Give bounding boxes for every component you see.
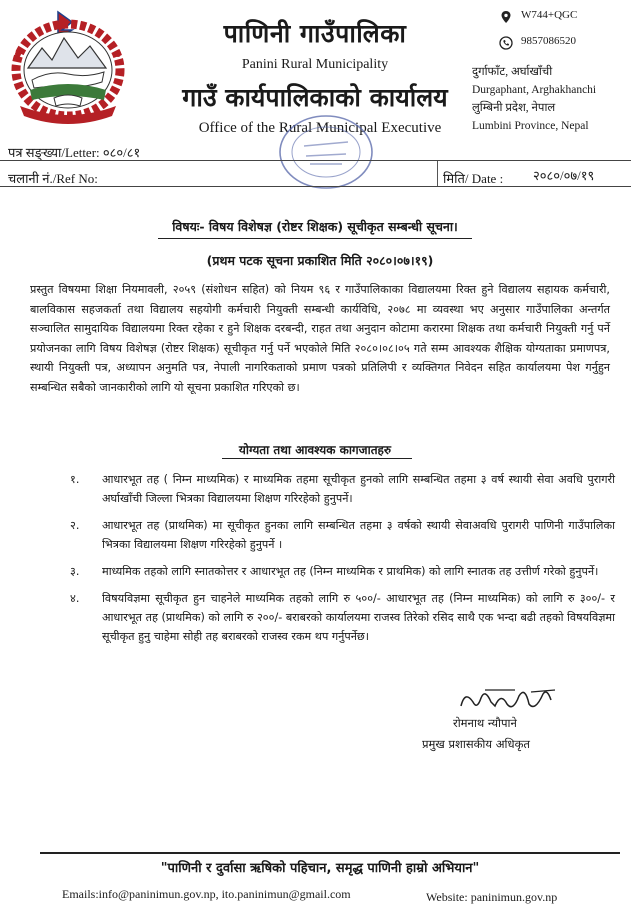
date-value: २०८०/०७/१९ [533, 168, 595, 183]
municipality-name-english: Panini Rural Municipality [241, 57, 389, 72]
phone-number: 9857086520 [521, 35, 576, 47]
subject-underline [158, 238, 472, 239]
notice-body: प्रस्तुत विषयमा शिक्षा नियमावली, २०५९ (संशोधन सहित) को नियम ९६ र गाउँपालिकाका विद्यालयमा रिक्त हुने विद्यालय सहायक कर्मचारी, बालविकास सहजकर्ता तथा विद्यालय सहयोगी कर्मचारी नियुक्ती सम्बन्धी कार्यविधि, २०७८ मा व्यवस्था भए अनुसार गाउँपालिका अन्तर्गत सञ्चालित सामुदायिक विद्यालयमा रिक्त रहेका र हुने शिक्षक दरबन्दी, राहत तथा अनुदान कोटामा करारमा शिक्षक तथा कर्मचारी नियुक्ती गर्नु पर्ने प्रयोजनका लागि विषय विशेषज्ञ (रोष्टर शिक्षक) सूचीकृत गर्नु पर्ने भएकोले मिति २०८०।०८।०५ गते सम्म आवश्यक शैक्षिक योग्यताका प्रमाणपत्र, स्थायी नियुक्ती पत्र, अध्यापन अनुमति पत्र, नेपाली नागरिकताको प्रमाण पत्रको प्रतिलिपी र व्यक्तिगत निवेदन सहित कार्यालयमा पेश गर्नुहुन सम्बन्धित सबैको जानकारीको लागि यो सूचना प्रकाशित गरिएको छ। [30, 283, 610, 394]
address-line: दुर्गाफाँट, अर्घाखाँची [472, 66, 553, 78]
list-item-text: आधारभूत तह ( निम्न माध्यमिक) र माध्यमिक तहमा सूचीकृत हुनको लागि सम्बन्धित तहमा ३ वर्ष स्थायी सेवा अवधि पुरागरी अर्घाखाँची जिल्ला भित्रका विद्यालयमा शिक्षण गरिरहेको हुनुपर्ने। [102, 473, 615, 505]
letter-number: पत्र सङ्ख्या/Letter: ०८०/८१ [8, 145, 141, 160]
footer-website[interactable]: Website: paninimun.gov.np [426, 890, 558, 904]
office-name-english: Office of the Rural Municipal Executive [198, 120, 442, 136]
requirements-heading-underline [222, 458, 412, 459]
signer-name: रोमनाथ न्यौपाने [453, 716, 517, 730]
header-rule [0, 160, 631, 161]
address-line: लुम्बिनी प्रदेश, नेपाल [472, 102, 556, 114]
signer-title: प्रमुख प्रशासकीय अधिकृत [422, 737, 530, 751]
list-item [70, 470, 615, 508]
plus-code: W744+QGC [521, 9, 578, 21]
list-item-text: विषयविज्ञमा सूचीकृत हुन चाहनेले माध्यमिक तहको लागि रु ५००/- आधारभूत तह (निम्न माध्यमिक) को लागि रु ३००/- र आधारभूत तह (प्राथमिक) को लागि रु २००/- बराबरको कार्यालयमा राजस्व तिरेको रसिद साथै एक भन्दा बढी तहको विषयविज्ञमा सूचीकृत हुनु चाहेमा सोही तह बराबरको राजस्व रकम थप गर्नुपर्नेछ। [102, 592, 615, 643]
address-line: Lumbini Province, Nepal [472, 120, 589, 132]
date-divider [437, 160, 438, 186]
footer-slogan: "पाणिनी र दुर्वासा ऋषिको पहिचान, समृद्ध पाणिनी हाम्रो अभियान" [160, 861, 480, 876]
office-stamp [276, 112, 376, 192]
list-item-number: १. [70, 473, 80, 486]
notice-subject: विषयः- विषय विशेषज्ञ (रोष्टर शिक्षक) सूचीकृत सम्बन्धी सूचना। [172, 219, 458, 234]
footer-rule [40, 852, 620, 854]
list-item-number: २. [70, 519, 80, 532]
office-name-nepali: गाउँ कार्यपालिकाको कार्यालय [182, 83, 448, 112]
list-item [70, 589, 615, 646]
requirements-heading: योग्यता तथा आवश्यक कागजातहरु [238, 443, 392, 457]
list-item [70, 516, 615, 554]
nepal-emblem [6, 8, 130, 126]
list-item-text: माध्यमिक तहको लागि स्नातकोत्तर र आधारभूत तह (निम्न माध्यमिक र प्राथमिक) को लागि स्नातक तह उत्तीर्ण गरेको हुनुपर्ने। [102, 565, 599, 578]
reference-number: चलानी नं./Ref No: [8, 171, 98, 186]
date-label: मिति/ Date : [443, 171, 504, 186]
list-item [70, 562, 615, 581]
handwritten-signature [455, 682, 575, 718]
address-line: Durgaphant, Arghakhanchi [472, 84, 597, 96]
header-rule [0, 186, 631, 187]
location-pin-icon [499, 9, 513, 23]
list-item-number: ३. [70, 565, 80, 578]
requirements-list [70, 470, 615, 654]
list-item-text: आधारभूत तह (प्राथमिक) मा सूचीकृत हुनका लागि सम्बन्धित तहमा ३ वर्षको स्थायी सेवाअवधि पुरागरी पाणिनी गाउँपालिका भित्रका विद्यालयमा शिक्षण गरिरहेको हुनुपर्ने । [102, 519, 615, 551]
municipality-name-nepali: पाणिनी गाउँपालिका [223, 19, 407, 48]
publish-date-note: (प्रथम पटक सूचना प्रकाशित मिति २०८०।०७।१९) [206, 253, 434, 268]
list-item-number: ४. [70, 592, 80, 605]
footer-email[interactable]: Emails:info@paninimun.gov.np, ito.paninimun@gmail.com [62, 887, 351, 901]
phone-icon [499, 35, 513, 49]
